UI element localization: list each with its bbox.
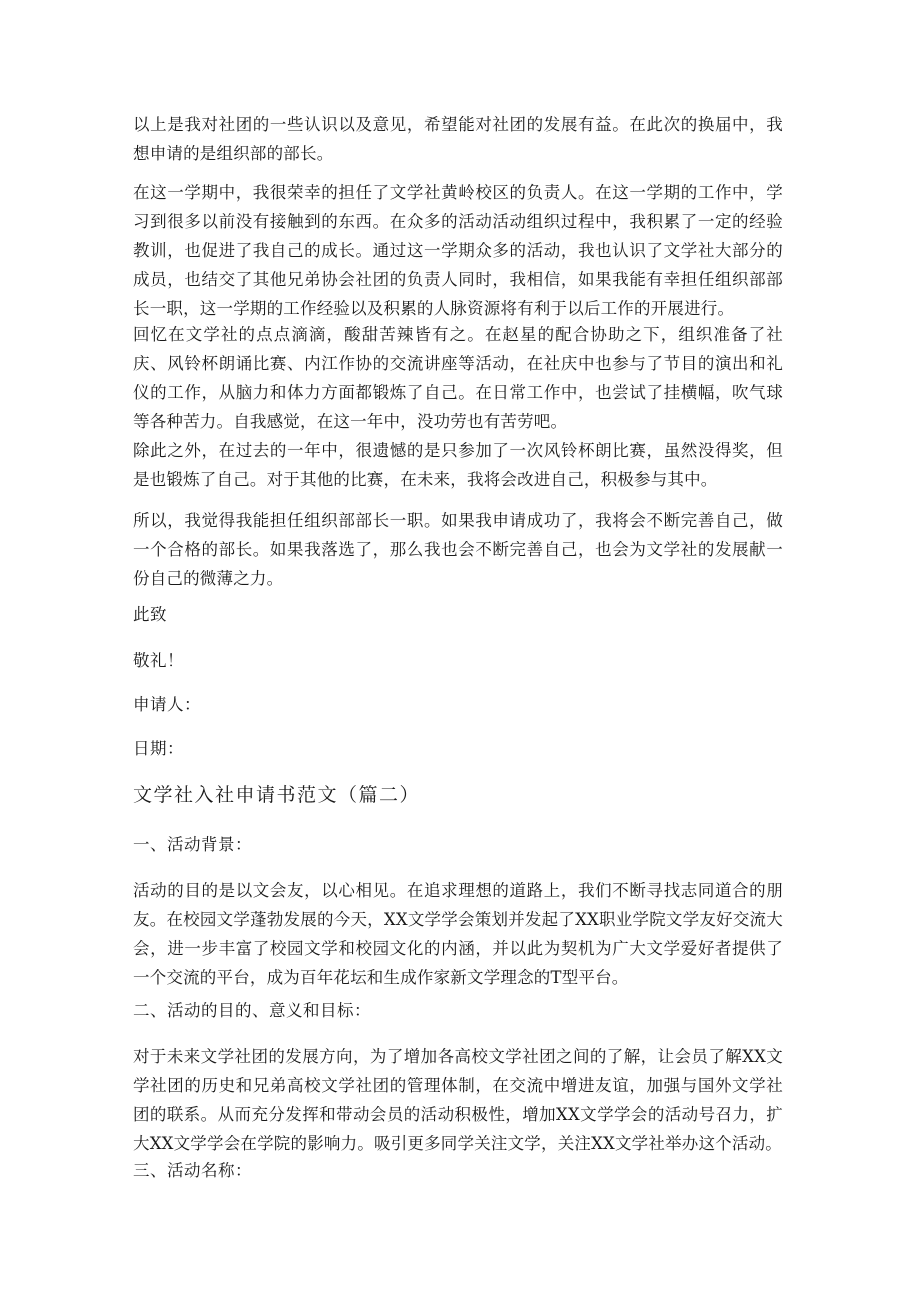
closing-salutation: 此致	[133, 605, 167, 624]
date-line: 日期：	[133, 739, 184, 758]
section-body-background: 活动的目的是以文会友，以心相见。在追求理想的道路上，我们不断寻找志同道合的朋友。在校园文学蓬勃发展的今天，XX文学学会策划并发起了XX职业学院文学友好交流大会，进一步丰富了校园文学和校园文化的内涵，并以此为契机为广大文学爱好者提供了一个交流的平台，成为百年花坛和生成作家新文学理念的T型平台。	[133, 881, 783, 987]
section-heading-name: 三、活动名称：	[133, 1161, 252, 1180]
paragraph-conclusion: 所以，我觉得我能担任组织部部长一职。如果我申请成功了，我将会不断完善自己，做一个合格的部长。如果我落选了，那么我也会不断完善自己，也会为文学社的发展献一份自己的微薄之力。	[133, 511, 783, 588]
applicant-line: 申请人：	[133, 695, 201, 714]
section-title: 文学社入社申请书范文（篇二）	[133, 784, 421, 806]
paragraph-memories: 回忆在文学社的点点滴滴，酸甜苦辣皆有之。在赵星的配合协助之下，组织准备了社庆、风铃杯朗诵比赛、内江作协的交流讲座等活动，在社庆中也参与了节目的演出和礼仪的工作，从脑力和体力方面都锻炼了自己。在日常工作中，也尝试了挂横幅，吹气球等各种苦力。自我感觉，在这一年中，没功劳也有苦劳吧。	[133, 325, 783, 431]
paragraph-experience: 在这一学期中，我很荣幸的担任了文学社黄岭校区的负责人。在这一学期的工作中，学习到很多以前没有接触到的东西。在众多的活动活动组织过程中，我积累了一定的经验教训，也促进了我自己的成长。通过这一学期众多的活动，我也认识了文学社大部分的成员，也结交了其他兄弟协会社团的负责人同时，我相信，如果我能有幸担任组织部部长一职，这一学期的工作经验以及积累的人脉资源将有利于以后工作的开展进行。	[133, 183, 783, 318]
section-heading-purpose: 二、活动的目的、意义和目标：	[133, 1001, 371, 1020]
section-body-purpose: 对于未来文学社团的发展方向，为了增加各高校文学社团之间的了解，让会员了解XX文学社团的历史和兄弟高校文学社团的管理体制，在交流中增进友谊，加强与国外文学社团的联系。从而充分发挥和带动会员的活动积极性，增加XX文学学会的活动号召力，扩大XX文学学会在学院的影响力。吸引更多同学关注文学，关注XX文学社举办这个活动。	[133, 1047, 783, 1153]
paragraph-intro: 以上是我对社团的一些认识以及意见，希望能对社团的发展有益。在此次的换届中，我想申请的是组织部的部长。	[133, 115, 783, 163]
paragraph-competitions: 除此之外，在过去的一年中，很遗憾的是只参加了一次风铃杯朗比赛，虽然没得奖，但是也锻炼了自己。对于其他的比赛，在未来，我将会改进自己，积极参与其中。	[133, 441, 783, 489]
section-heading-background: 一、活动背景：	[133, 835, 252, 854]
closing-regards: 敬礼！	[133, 651, 184, 670]
